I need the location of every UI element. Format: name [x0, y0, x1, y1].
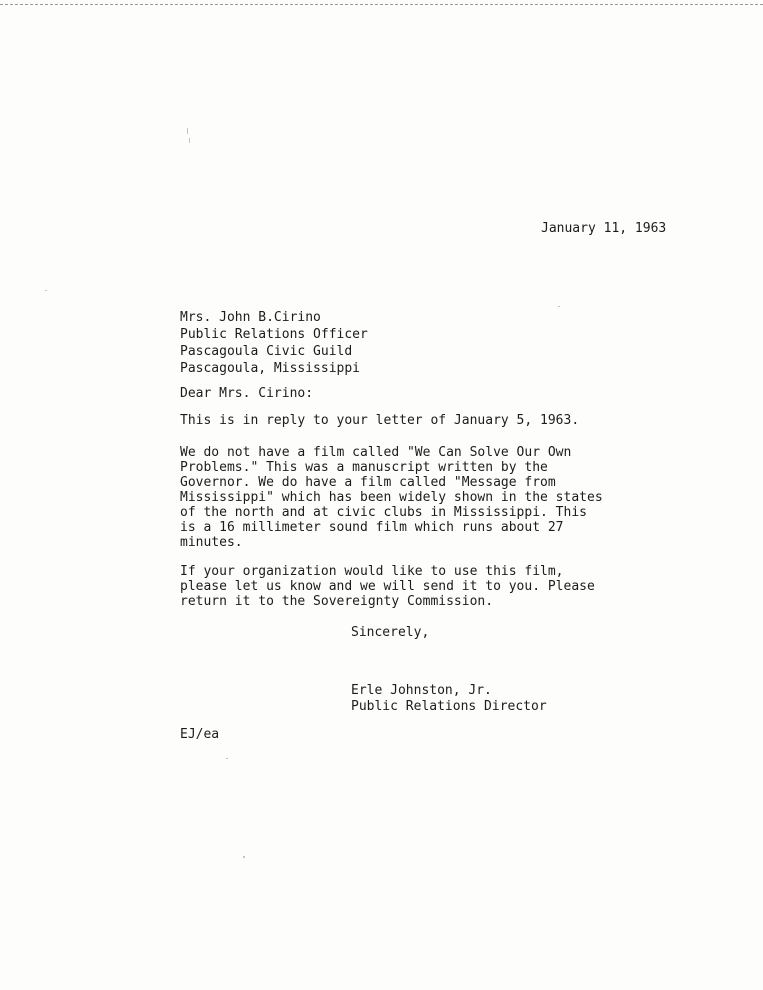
top-edge-rule — [0, 4, 763, 5]
paragraph-line: If your organization would like to use this film, — [180, 564, 564, 579]
paragraph-line: This is in reply to your letter of January 5, 1963. — [180, 413, 580, 428]
complimentary-close: Sincerely, — [351, 625, 430, 640]
scan-speck — [45, 290, 47, 291]
recipient-address — [180, 309, 368, 377]
paragraph-line: return it to the Sovereignty Commission. — [180, 594, 494, 609]
body-paragraph-3 — [180, 564, 595, 609]
recipient-city: Pascagoula, Mississippi — [180, 361, 361, 376]
signer-title: Public Relations Director — [351, 699, 547, 714]
paragraph-line: We do not have a film called "We Can Solve Our Own — [180, 445, 572, 460]
recipient-title: Public Relations Officer — [180, 327, 368, 342]
letter-date: January 11, 1963 — [541, 221, 667, 236]
body-paragraph-2 — [180, 445, 603, 550]
recipient-name: Mrs. John B.Cirino — [180, 310, 321, 325]
scan-speck — [558, 306, 560, 307]
signature-block — [351, 683, 547, 715]
body-paragraph-1 — [180, 413, 579, 428]
recipient-organization: Pascagoula Civic Guild — [180, 344, 353, 359]
scan-speck — [243, 856, 245, 858]
paragraph-line: Problems." This was a manuscript written by the — [180, 460, 548, 475]
paragraph-line: minutes. — [180, 535, 243, 550]
paragraph-line: is a 16 millimeter sound film which runs about 27 — [180, 520, 564, 535]
scan-speck — [187, 128, 188, 134]
scan-speck — [226, 758, 228, 759]
paragraph-line: Governor. We do have a film called "Message from — [180, 475, 556, 490]
salutation: Dear Mrs. Cirino: — [180, 386, 314, 401]
reference-initials: EJ/ea — [180, 727, 220, 742]
paragraph-line: please let us know and we will send it to you. Please — [180, 579, 595, 594]
signer-name: Erle Johnston, Jr. — [351, 683, 492, 698]
scan-speck — [189, 138, 190, 143]
paragraph-line: of the north and at civic clubs in Mississippi. This — [180, 505, 587, 520]
paragraph-line: Mississippi" which has been widely shown in the states — [180, 490, 603, 505]
